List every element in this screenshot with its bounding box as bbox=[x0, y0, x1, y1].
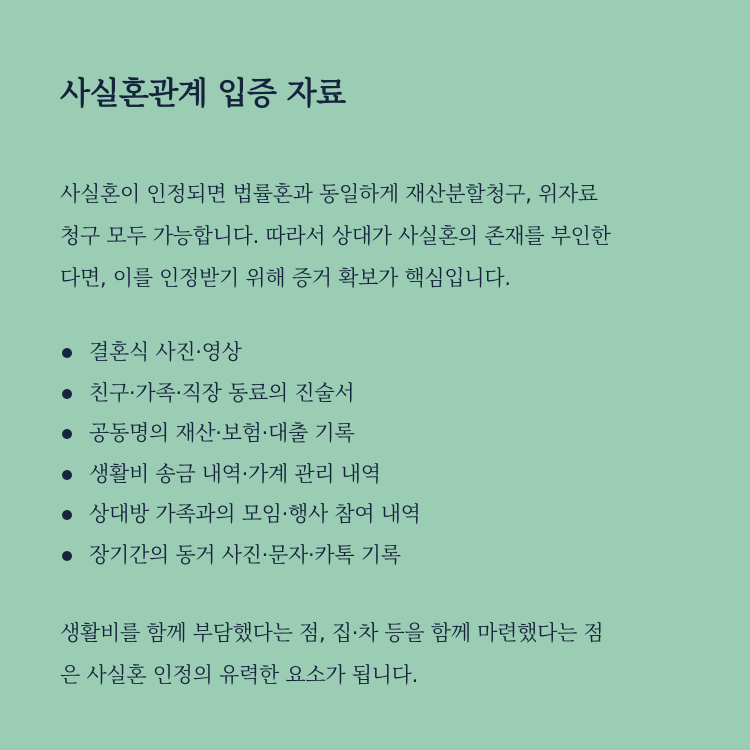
list-item-text: 상대방 가족과의 모임·행사 참여 내역 bbox=[89, 502, 421, 526]
page-title: 사실혼관계 입증 자료 bbox=[60, 76, 346, 112]
bullet-icon bbox=[62, 389, 72, 399]
bullet-icon bbox=[62, 348, 72, 358]
intro-line: 사실혼이 인정되면 법률혼과 동일하게 재산분할청구, 위자료 bbox=[60, 182, 598, 206]
list-item-text: 장기간의 동거 사진·문자·카톡 기록 bbox=[89, 542, 401, 567]
intro-line: 다면, 이를 인정받기 위해 증거 확보가 핵심입니다. bbox=[60, 266, 511, 290]
list-item-text: 결혼식 사진·영상 bbox=[89, 340, 242, 364]
list-item bbox=[60, 413, 690, 454]
bullet-icon bbox=[62, 551, 72, 561]
list-item bbox=[60, 332, 690, 373]
outro-paragraph bbox=[60, 612, 690, 696]
list-item-text: 생활비 송금 내역·가계 관리 내역 bbox=[89, 461, 381, 486]
bullet-icon bbox=[62, 470, 72, 480]
list-item bbox=[60, 373, 690, 414]
list-item-text: 친구·가족·직장 동료의 진술서 bbox=[89, 380, 355, 405]
evidence-list bbox=[60, 332, 690, 575]
outro-line: 생활비를 함께 부담했다는 점, 집·차 등을 함께 마련했다는 점 bbox=[60, 621, 604, 645]
list-item bbox=[60, 454, 690, 495]
bullet-icon bbox=[62, 510, 72, 520]
list-item bbox=[60, 494, 690, 535]
outro-line: 은 사실혼 인정의 유력한 요소가 됩니다. bbox=[60, 663, 419, 687]
bullet-icon bbox=[62, 429, 72, 439]
list-item-text: 공동명의 재산·보험·대출 기록 bbox=[89, 421, 355, 445]
intro-paragraph bbox=[60, 173, 690, 299]
list-item bbox=[60, 535, 690, 576]
intro-line: 청구 모두 가능합니다. 따라서 상대가 사실혼의 존재를 부인한 bbox=[60, 224, 611, 248]
